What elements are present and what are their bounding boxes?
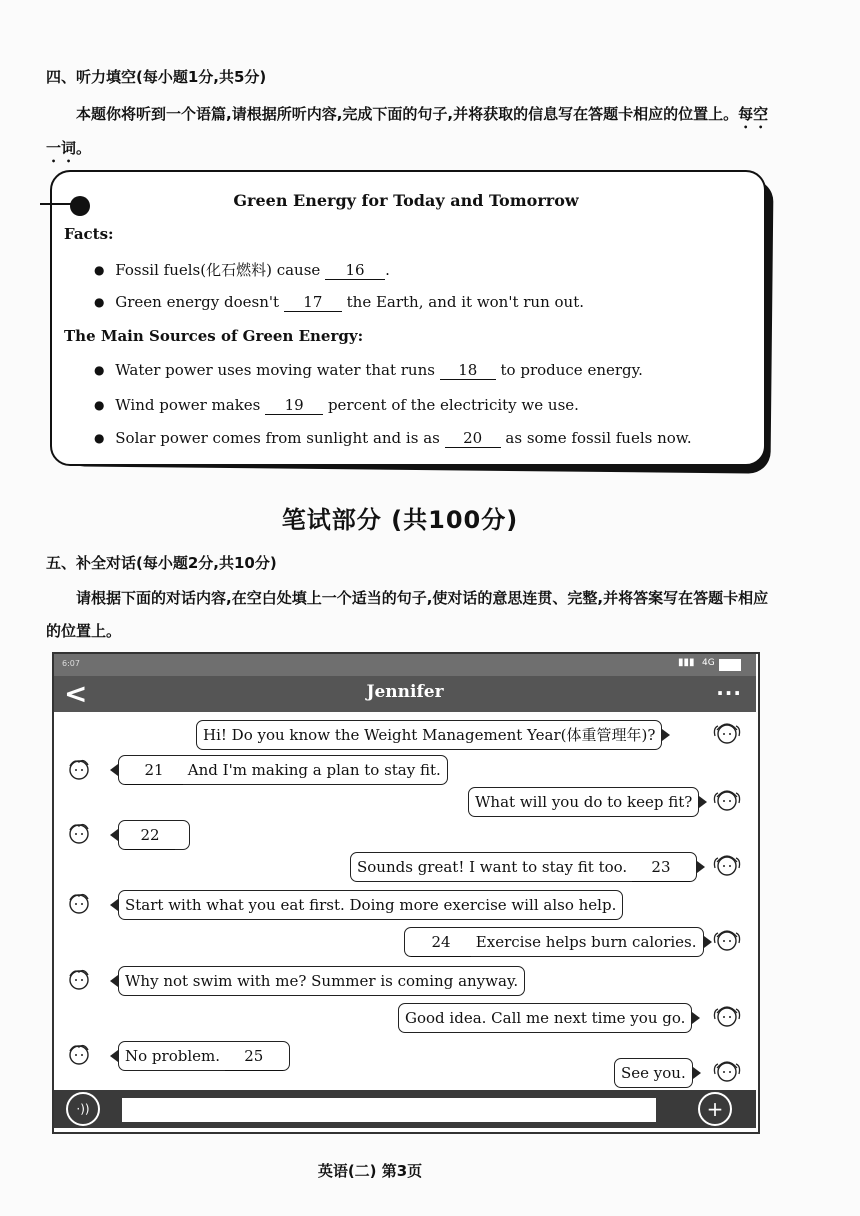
chat-input-bar <box>54 1090 756 1128</box>
section5-instruction: 请根据下面的对话内容,在空白处填上一个适当的句子,使对话的意思连贯、完整,并将答案写在答题卡相应的位置上。 <box>46 589 769 640</box>
source-text-end: as some fossil fuels now. <box>505 429 692 447</box>
voice-input-icon[interactable]: ·)) <box>66 1092 100 1126</box>
message-text: Sounds great! I want to stay fit too. <box>357 858 628 876</box>
source-item <box>94 396 579 415</box>
boy-avatar-icon <box>64 1041 94 1067</box>
message-text: No problem. <box>125 1047 220 1065</box>
written-part-title: 笔试部分 (共100分) <box>281 506 519 534</box>
source-text-end: percent of the electricity we use. <box>327 396 579 414</box>
girl-avatar-icon <box>712 927 742 953</box>
chat-message-right <box>350 852 697 882</box>
girl-avatar-icon <box>712 1003 742 1029</box>
chat-message-right <box>404 927 704 957</box>
section4-instruction <box>46 98 776 166</box>
answer-blank: 23 <box>632 853 690 882</box>
instruction-emphasis: 每空一词 <box>46 105 769 157</box>
section5-title: 五、补全对话(每小题2分,共10分) <box>46 554 277 572</box>
listening-box <box>50 170 766 466</box>
status-bar <box>54 654 756 676</box>
source-text: Wind power makes <box>115 396 261 414</box>
source-text: Solar power comes from sunlight and is as <box>115 429 440 447</box>
chat-message-left <box>118 755 448 785</box>
more-options-icon[interactable]: ... <box>716 676 742 700</box>
listening-box-title: Green Energy for Today and Tomorrow <box>233 191 579 210</box>
message-input[interactable] <box>122 1098 656 1122</box>
chat-header <box>54 676 756 712</box>
girl-avatar-icon <box>712 720 742 746</box>
answer-blank: 18 <box>440 361 496 380</box>
girl-avatar-icon <box>712 852 742 878</box>
chat-message-left <box>118 1041 290 1071</box>
answer-blank: 21 <box>125 756 183 785</box>
facts-label: Facts: <box>64 225 114 243</box>
answer-blank: 20 <box>445 429 501 448</box>
message-text: And I'm making a plan to stay fit. <box>187 761 441 779</box>
network-label: 4G <box>702 658 715 668</box>
add-icon[interactable]: + <box>698 1092 732 1126</box>
boy-avatar-icon <box>64 966 94 992</box>
answer-blank: 22 <box>125 821 175 850</box>
signal-icon: ▮▮▮ <box>678 657 695 668</box>
fact-item <box>94 293 584 312</box>
answer-blank: 19 <box>265 396 323 415</box>
girl-avatar-icon <box>712 787 742 813</box>
instruction-main: 本题你将听到一个语篇,请根据所听内容,完成下面的句子,并将获取的信息写在答题卡相应的位置上。 <box>76 105 739 123</box>
status-time: 6:07 <box>62 659 80 668</box>
battery-icon <box>719 659 741 671</box>
source-item <box>94 429 692 448</box>
source-text-end: to produce energy. <box>500 361 643 379</box>
fact-text: Fossil fuels(化石燃料) cause <box>115 261 321 279</box>
section4-title: 四、听力填空(每小题1分,共5分) <box>46 68 267 86</box>
fact-text-end: . <box>385 261 390 279</box>
chat-message-right: Hi! Do you know the Weight Management Year(体重管理年)? <box>196 720 662 750</box>
boy-avatar-icon <box>64 820 94 846</box>
source-item <box>94 361 643 380</box>
boy-avatar-icon <box>64 756 94 782</box>
fact-text: Green energy doesn't <box>115 293 280 311</box>
chat-message-right: Good idea. Call me next time you go. <box>398 1003 692 1033</box>
chat-title: Jennifer <box>366 682 444 702</box>
answer-blank: 17 <box>284 293 342 312</box>
fact-item <box>94 259 390 280</box>
answer-blank: 16 <box>325 261 385 280</box>
girl-avatar-icon <box>712 1058 742 1084</box>
chat-message-left <box>118 820 190 850</box>
answer-blank: 25 <box>225 1042 283 1071</box>
chat-message-left: Start with what you eat first. Doing more exercise will also help. <box>118 890 623 920</box>
chat-message-right: What will you do to keep fit? <box>468 787 699 817</box>
boy-avatar-icon <box>64 890 94 916</box>
chat-message-left: Why not swim with me? Summer is coming anyway. <box>118 966 525 996</box>
answer-blank: 24 <box>411 928 471 957</box>
sources-label: The Main Sources of Green Energy: <box>64 327 364 345</box>
fact-text-end: the Earth, and it won't run out. <box>346 293 585 311</box>
message-text: Exercise helps burn calories. <box>475 933 697 951</box>
back-arrow-icon[interactable]: < <box>64 677 88 710</box>
chat-message-right: See you. <box>614 1058 693 1088</box>
instruction-end: 。 <box>76 139 92 157</box>
source-text: Water power uses moving water that runs <box>115 361 435 379</box>
page-footer: 英语(二) 第3页 <box>317 1162 423 1180</box>
